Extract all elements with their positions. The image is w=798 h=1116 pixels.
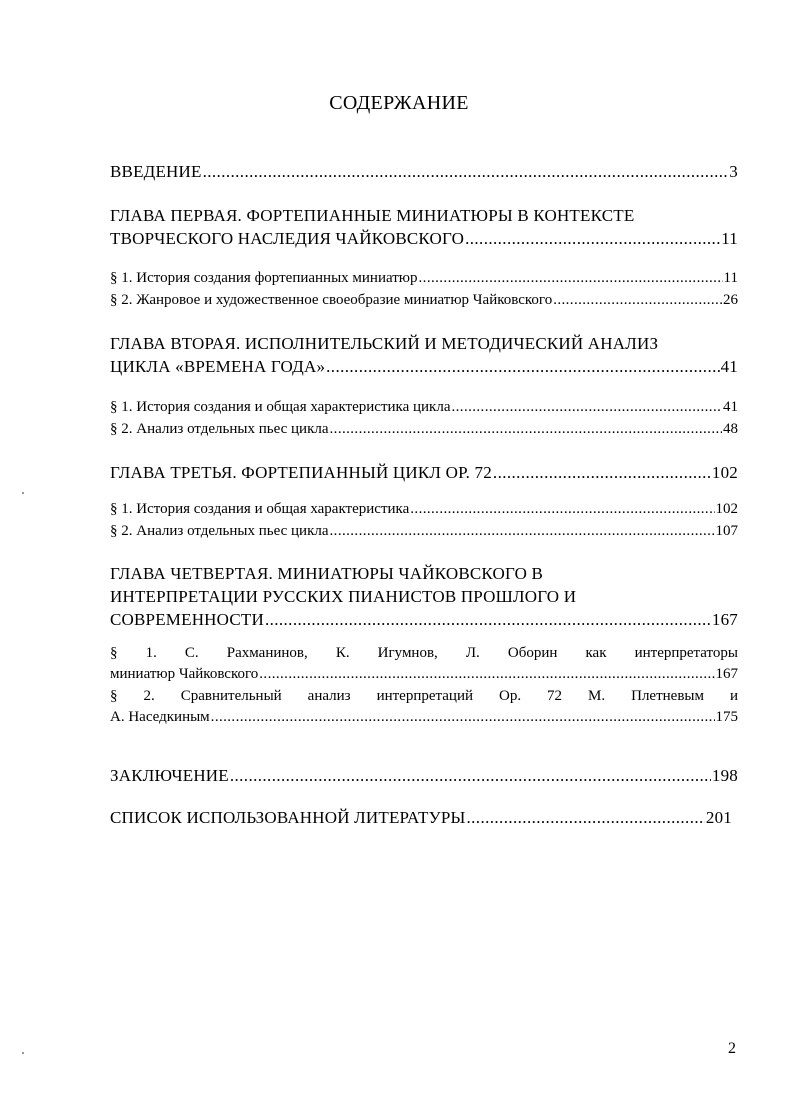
- toc-section[interactable]: [110, 419, 738, 440]
- toc-section-label: § 2. Анализ отдельных пьес цикла: [110, 421, 329, 437]
- scan-mark: [22, 492, 24, 494]
- toc-page-number: 107: [715, 523, 738, 539]
- toc-entry-label: ВВЕДЕНИЕ: [110, 162, 202, 181]
- toc-page-number: 41: [720, 357, 738, 376]
- leader-dots: [419, 268, 723, 289]
- toc-section[interactable]: [110, 499, 738, 520]
- toc-section-label: § 2. Сравнительный анализ интерпретаций Ор. 72 М. Плетневым и: [110, 688, 738, 704]
- toc-page-number: 11: [721, 229, 738, 248]
- toc-section[interactable]: [110, 290, 738, 311]
- toc-section-label: § 2. Жанровое и художественное своеобразие миниатюр Чайковского: [110, 292, 553, 308]
- toc-section[interactable]: [110, 397, 738, 418]
- leader-dots: [230, 764, 711, 787]
- toc-page-number: 41: [723, 399, 738, 415]
- toc-section-line: [110, 664, 738, 685]
- toc-page-number: 201: [705, 808, 732, 827]
- toc-entry-conclusion[interactable]: [110, 764, 738, 787]
- chapter-title-line: ИНТЕРПРЕТАЦИИ РУССКИХ ПИАНИСТОВ ПРОШЛОГО И: [110, 587, 577, 606]
- leader-dots: [452, 397, 723, 418]
- leader-dots: [330, 521, 715, 542]
- leader-dots: [410, 499, 714, 520]
- toc-section[interactable]: [110, 643, 738, 685]
- page-title: СОДЕРЖАНИЕ: [329, 92, 469, 114]
- toc-section-label: § 1. История создания и общая характеристика цикла: [110, 399, 451, 415]
- toc-page-number: 167: [715, 666, 738, 682]
- toc-page-number: 175: [715, 709, 738, 725]
- chapter-title-text: СОВРЕМЕННОСТИ: [110, 610, 264, 629]
- toc-page-number: 11: [723, 270, 738, 286]
- chapter-title-text: ЦИКЛА «ВРЕМЕНА ГОДА»: [110, 357, 326, 376]
- toc-entry-bibliography[interactable]: [110, 806, 732, 829]
- scan-mark: [22, 1052, 24, 1054]
- leader-dots: [326, 355, 719, 378]
- toc-section[interactable]: [110, 268, 738, 289]
- toc-section-label: § 1. С. Рахманинов, К. Игумнов, Л. Оборин как интерпретаторы: [110, 645, 738, 661]
- chapter-title-line: [110, 227, 738, 250]
- leader-dots: [330, 419, 722, 440]
- toc-section-line: [110, 707, 738, 728]
- toc-chapter-4[interactable]: [110, 562, 738, 631]
- toc-chapter-3[interactable]: [110, 461, 738, 484]
- leader-dots: [265, 608, 711, 631]
- toc-entry-label: СПИСОК ИСПОЛЬЗОВАННОЙ ЛИТЕРАТУРЫ: [110, 808, 466, 827]
- toc-section-label: § 1. История создания фортепианных миниатюр: [110, 270, 418, 286]
- toc-page-number: 48: [723, 421, 738, 437]
- leader-dots: [211, 707, 715, 728]
- leader-dots: [493, 461, 711, 484]
- chapter-title-text: ТВОРЧЕСКОГО НАСЛЕДИЯ ЧАЙКОВСКОГО: [110, 229, 465, 248]
- chapter-title-line: [110, 608, 738, 631]
- toc-entry-label: ЗАКЛЮЧЕНИЕ: [110, 766, 229, 785]
- toc-page-number: 167: [711, 610, 738, 629]
- chapter-title-line: ГЛАВА ПЕРВАЯ. ФОРТЕПИАННЫЕ МИНИАТЮРЫ В КОНТЕКСТЕ: [110, 206, 635, 225]
- toc-section[interactable]: [110, 686, 738, 728]
- toc-entry-intro[interactable]: [110, 160, 738, 183]
- leader-dots: [203, 160, 729, 183]
- leader-dots: [467, 806, 705, 829]
- leader-dots: [259, 664, 714, 685]
- toc-section-label: § 1. История создания и общая характеристика: [110, 501, 410, 517]
- toc-section[interactable]: [110, 521, 738, 542]
- page-number: 2: [728, 1040, 736, 1057]
- toc-chapter-1[interactable]: [110, 204, 738, 250]
- chapter-title-line: ГЛАВА ЧЕТВЕРТАЯ. МИНИАТЮРЫ ЧАЙКОВСКОГО В: [110, 564, 544, 583]
- toc-page-number: 3: [729, 162, 738, 181]
- leader-dots: [553, 290, 722, 311]
- toc-page-number: 102: [711, 463, 738, 482]
- chapter-title-line: ГЛАВА ВТОРАЯ. ИСПОЛНИТЕЛЬСКИЙ И МЕТОДИЧЕСКИЙ АНАЛИЗ: [110, 334, 659, 353]
- toc-page-number: 198: [711, 766, 738, 785]
- toc-section-label: § 2. Анализ отдельных пьес цикла: [110, 523, 329, 539]
- chapter-title-text: ГЛАВА ТРЕТЬЯ. ФОРТЕПИАННЫЙ ЦИКЛ ОР. 72: [110, 463, 492, 482]
- toc-page-number: 26: [723, 292, 738, 308]
- toc-chapter-2[interactable]: [110, 332, 738, 378]
- toc-section-label: миниатюр Чайковского: [110, 666, 259, 682]
- toc-page-number: 102: [715, 501, 738, 517]
- leader-dots: [465, 227, 720, 250]
- toc-section-label: А. Наседкиным: [110, 709, 210, 725]
- chapter-title-line: [110, 355, 738, 378]
